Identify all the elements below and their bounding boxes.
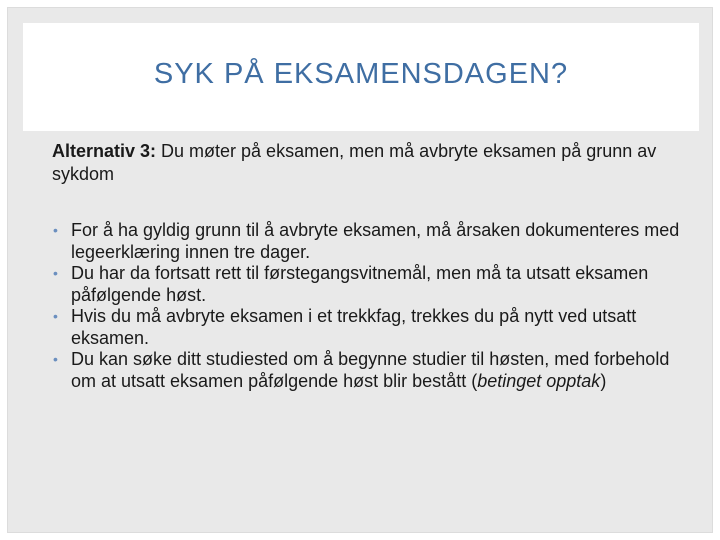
intro-paragraph [52,140,682,186]
bullet-text-italic: betinget opptak [477,370,601,391]
bullet-item [52,263,682,306]
bullet-list [52,220,682,392]
slide [7,7,713,533]
bullet-text [71,349,669,391]
bullet-item [52,220,682,263]
intro-text: Du møter på eksamen, men må avbryte eksamen på grunn av sykdom [52,141,657,184]
slide-body [52,140,682,392]
slide-title: SYK PÅ EKSAMENSDAGEN? [153,57,569,90]
intro-label: Alternativ 3: [52,141,157,161]
bullet-item [52,349,682,392]
bullet-text: For å ha gyldig grunn til å avbryte eksamen, må årsaken dokumenteres med legeerklæring innen tre dager. [71,220,680,262]
title-box [23,23,699,131]
bullet-text: Hvis du må avbryte eksamen i et trekkfag, trekkes du på nytt ved utsatt eksamen. [71,306,637,348]
bullet-text-part: ) [600,370,607,391]
bullet-text: Du har da fortsatt rett til førstegangsvitnemål, men må ta utsatt eksamen påfølgende høst. [71,263,649,305]
bullet-item [52,306,682,349]
bullet-text-part: Du kan søke ditt studiested om å begynne studier til høsten, med forbehold om at utsatt eksamen påfølgende høst blir bestått ( [71,349,670,391]
bullet-icon: • [53,308,58,324]
bullet-icon: • [53,222,58,238]
bullet-icon: • [53,265,58,281]
bullet-icon: • [53,351,58,367]
